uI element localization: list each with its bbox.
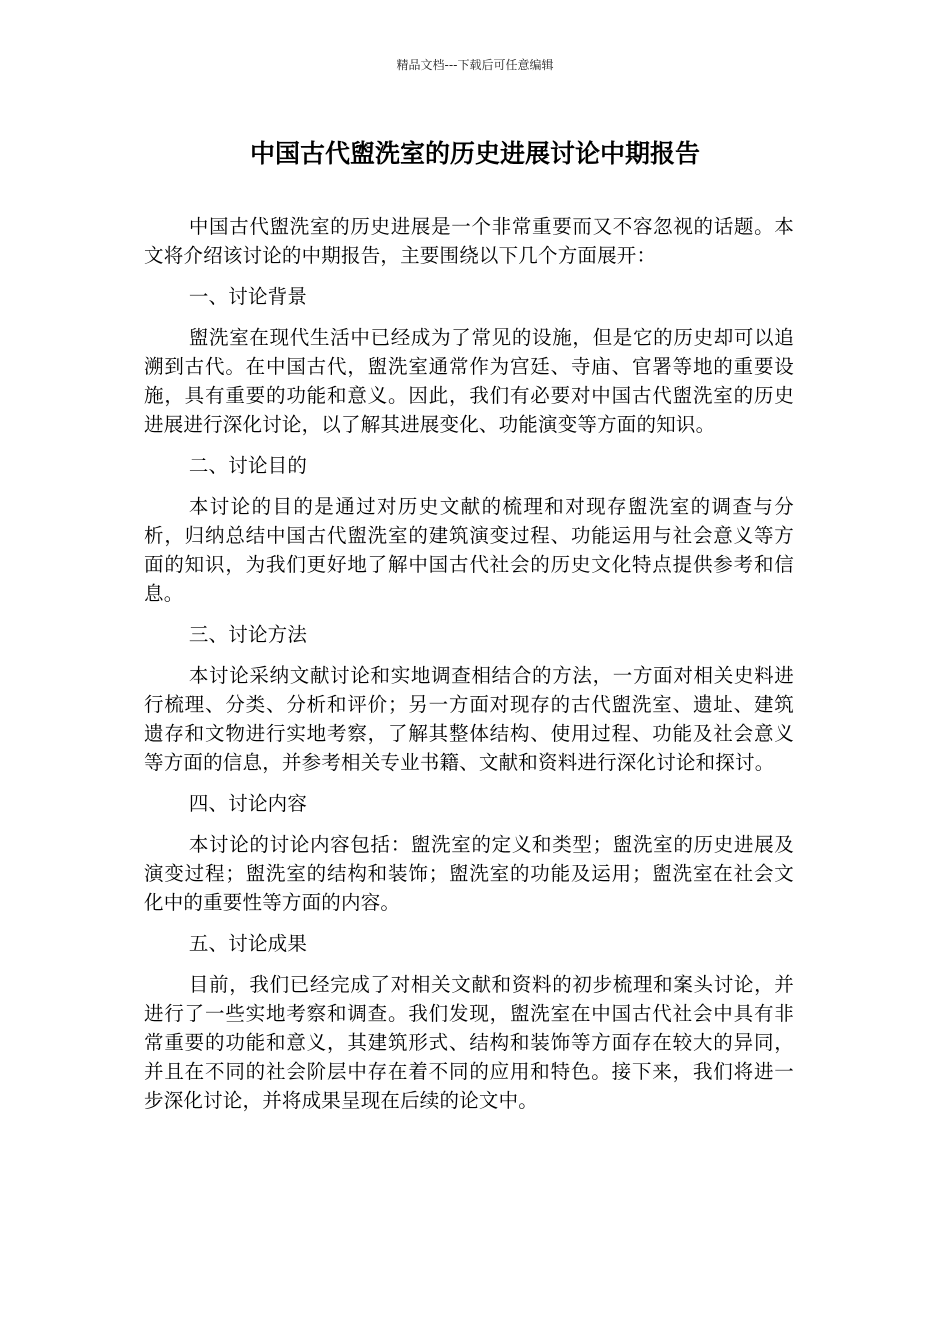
section-heading-content: 四、讨论内容 (188, 792, 308, 815)
results-paragraph: 目前，我们已经完成了对相关文献和资料的初步梳理和案头讨论，并进行了一些实地考察和调查。我们发现，盥洗室在中国古代社会中具有非常重要的功能和意义，其建筑形式、结构和装饰等方面存在较大的异同，并且在不同的社会阶层中存在着不同的应用和特色。接下来，我们将进一步深化讨论，并将成果呈现在后续的论文中。 (144, 973, 794, 1112)
background-paragraph: 盥洗室在现代生活中已经成为了常见的设施，但是它的历史却可以追溯到古代。在中国古代，盥洗室通常作为宫廷、寺庙、官署等地的重要设施，具有重要的功能和意义。因此，我们有必要对中国古代盥洗室的历史进展进行深化讨论，以了解其进展变化、功能演变等方面的知识。 (144, 326, 794, 436)
header-note: 精品文档---下载后可任意编辑 (396, 58, 554, 72)
section-heading-background: 一、讨论背景 (188, 285, 308, 308)
document-title: 中国古代盥洗室的历史进展讨论中期报告 (249, 139, 700, 168)
purpose-paragraph: 本讨论的目的是通过对历史文献的梳理和对现存盥洗室的调查与分析，归纳总结中国古代盥洗室的建筑演变过程、功能运用与社会意义等方面的知识，为我们更好地了解中国古代社会的历史文化特点提供参考和信息。 (144, 495, 794, 605)
method-paragraph: 本讨论采纳文献讨论和实地调查相结合的方法，一方面对相关史料进行梳理、分类、分析和评价；另一方面对现存的古代盥洗室、遗址、建筑遗存和文物进行实地考察，了解其整体结构、使用过程、功能及社会意义等方面的信息，并参考相关专业书籍、文献和资料进行深化讨论和探讨。 (144, 664, 794, 774)
section-heading-method: 三、讨论方法 (188, 623, 308, 646)
section-heading-results: 五、讨论成果 (188, 932, 308, 955)
content-paragraph: 本讨论的讨论内容包括：盥洗室的定义和类型；盥洗室的历史进展及演变过程；盥洗室的结构和装饰；盥洗室的功能及运用；盥洗室在社会文化中的重要性等方面的内容。 (144, 833, 794, 914)
section-heading-purpose: 二、讨论目的 (188, 454, 308, 477)
document-body (144, 212, 794, 1127)
intro-paragraph: 中国古代盥洗室的历史进展是一个非常重要而又不容忽视的话题。本文将介绍该讨论的中期报告，主要围绕以下几个方面展开： (144, 215, 794, 267)
